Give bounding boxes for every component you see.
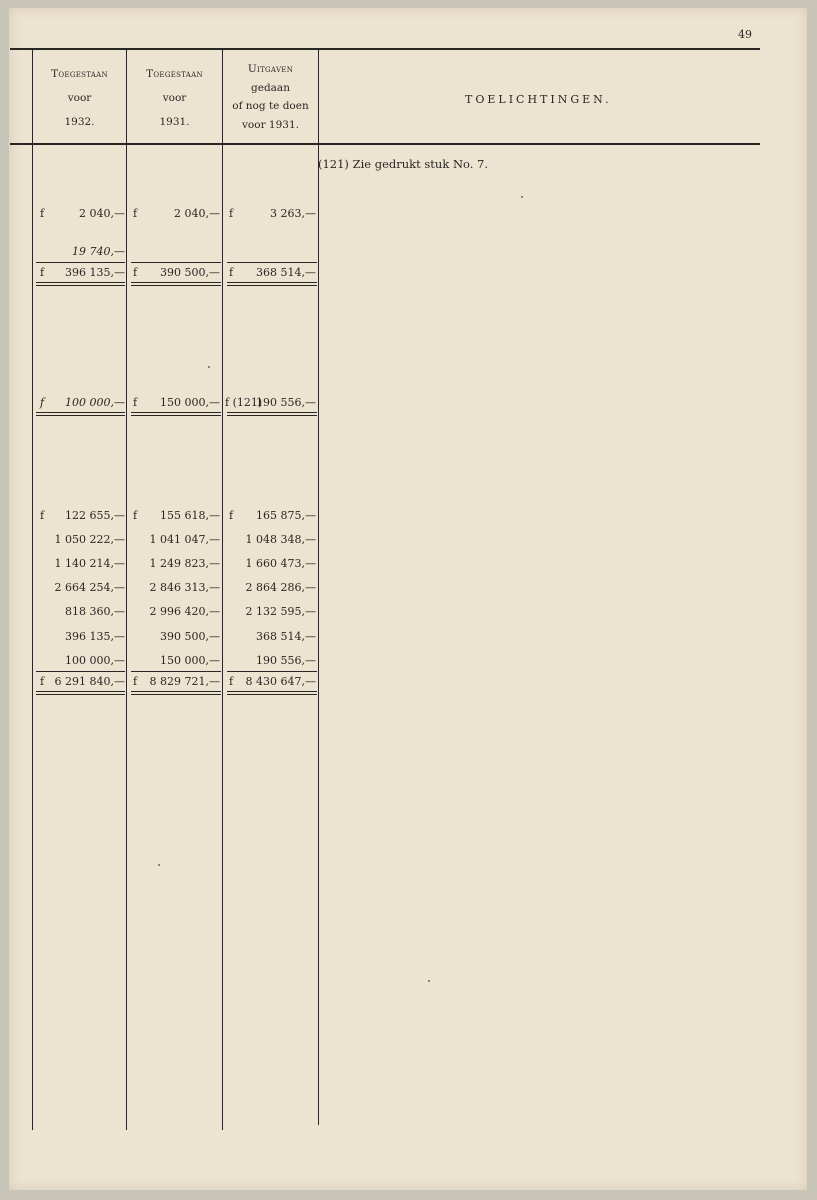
- summary-1931: 150 000,—: [160, 654, 220, 667]
- total-1931: 8 829 721,—: [149, 675, 220, 688]
- total-rule: [227, 415, 317, 416]
- header-col-1932: [33, 65, 126, 132]
- summary-1932: 818 360,—: [65, 605, 125, 618]
- row-d-1931: 150 000,—: [160, 396, 220, 409]
- currency-sign: f: [40, 396, 45, 409]
- total-rule: [36, 694, 125, 695]
- summary-1931: 1 041 047,—: [149, 533, 220, 546]
- total-rule: [36, 285, 125, 286]
- currency-sign: f: [133, 396, 138, 409]
- currency-sign: f: [229, 207, 234, 220]
- subtotal-rule: [131, 262, 221, 263]
- summary-uitgaven: 2 864 286,—: [245, 581, 316, 594]
- header-col-1931: [127, 65, 222, 132]
- row-b-1932: 19 740,—: [72, 245, 125, 258]
- summary-1931: 390 500,—: [160, 630, 220, 643]
- currency-sign: f: [40, 675, 45, 688]
- total-rule: [131, 694, 221, 695]
- currency-sign: f: [133, 207, 138, 220]
- total-rule: [131, 415, 221, 416]
- total-1932: 6 291 840,—: [54, 675, 125, 688]
- note-121: (121) Zie gedrukt stuk No. 7.: [318, 157, 489, 171]
- header-col1-title: Toegestaan: [51, 68, 108, 80]
- summary-1931: 2 996 420,—: [149, 605, 220, 618]
- summary-1932: 396 135,—: [65, 630, 125, 643]
- currency-sign: f: [229, 266, 234, 279]
- column-rule-3: [318, 50, 319, 1125]
- total-rule: [131, 285, 221, 286]
- summary-uitgaven: 368 514,—: [256, 630, 316, 643]
- summary-1932: 2 664 254,—: [54, 581, 125, 594]
- currency-sign: f: [133, 509, 138, 522]
- total-rule: [227, 412, 317, 413]
- currency-note-ref: f (121): [225, 396, 263, 409]
- row-a-1932: 2 040,—: [79, 207, 125, 220]
- summary-1931: 155 618,—: [160, 509, 220, 522]
- header-col3-year: voor 1931.: [242, 118, 299, 131]
- summary-1932: 1 050 222,—: [54, 533, 125, 546]
- row-c-uitgaven: 368 514,—: [256, 266, 316, 279]
- currency-sign: f: [133, 675, 138, 688]
- summary-1932: 122 655,—: [65, 509, 125, 522]
- header-col3-title: Uitgaven: [247, 63, 294, 75]
- header-col1-year: 1932.: [64, 116, 95, 128]
- currency-sign: f: [40, 207, 45, 220]
- header-col3-nog: of nog te doen: [232, 100, 309, 112]
- row-c-1932: 396 135,—: [65, 266, 125, 279]
- total-rule: [36, 691, 125, 692]
- page-number: 49: [738, 28, 752, 41]
- paper-speck: [521, 196, 523, 198]
- total-rule: [227, 282, 317, 283]
- total-rule: [131, 691, 221, 692]
- total-rule: [36, 412, 125, 413]
- row-d-1932: 100 000,—: [65, 396, 125, 409]
- header-top-rule: [10, 48, 760, 50]
- row-d-uitgaven: 190 556,—: [256, 396, 316, 409]
- subtotal-rule: [36, 671, 125, 672]
- summary-uitgaven: 1 048 348,—: [245, 533, 316, 546]
- summary-1932: 100 000,—: [65, 654, 125, 667]
- total-uitgaven: 8 430 647,—: [245, 675, 316, 688]
- currency-sign: f: [229, 509, 234, 522]
- total-rule: [227, 691, 317, 692]
- column-rule-2: [222, 50, 223, 1130]
- subtotal-rule: [36, 262, 125, 263]
- subtotal-rule: [227, 262, 317, 263]
- currency-sign: f: [133, 266, 138, 279]
- header-col2-title: Toegestaan: [146, 68, 203, 80]
- subtotal-rule: [227, 671, 317, 672]
- summary-1932: 1 140 214,—: [54, 557, 125, 570]
- summary-uitgaven: 1 660 473,—: [245, 557, 316, 570]
- row-c-1931: 390 500,—: [160, 266, 220, 279]
- subtotal-rule: [131, 671, 221, 672]
- total-rule: [227, 694, 317, 695]
- currency-sign: f: [40, 266, 45, 279]
- column-rule-left: [32, 50, 33, 1130]
- header-col2-year: 1931.: [159, 116, 190, 128]
- total-rule: [131, 282, 221, 283]
- document-page: [9, 8, 807, 1190]
- paper-speck: [158, 864, 160, 866]
- total-rule: [36, 282, 125, 283]
- summary-1931: 1 249 823,—: [149, 557, 220, 570]
- currency-sign: f: [229, 675, 234, 688]
- total-rule: [227, 285, 317, 286]
- header-col3-gedaan: gedaan: [251, 81, 290, 94]
- header-col2-voor: voor: [162, 92, 187, 104]
- currency-sign: f: [40, 509, 45, 522]
- summary-uitgaven: 2 132 595,—: [245, 605, 316, 618]
- header-col-uitgaven: [223, 60, 318, 134]
- summary-uitgaven: 165 875,—: [256, 509, 316, 522]
- row-a-1931: 2 040,—: [174, 207, 220, 220]
- summary-uitgaven: 190 556,—: [256, 654, 316, 667]
- paper-speck: [428, 980, 430, 982]
- header-toelichtingen: TOELICHTINGEN.: [465, 93, 612, 106]
- summary-1931: 2 846 313,—: [149, 581, 220, 594]
- total-rule: [131, 412, 221, 413]
- column-rule-1: [126, 50, 127, 1130]
- paper-speck: [208, 366, 210, 368]
- total-rule: [36, 415, 125, 416]
- header-bottom-rule: [10, 143, 760, 145]
- row-a-uitgaven: 3 263,—: [270, 207, 316, 220]
- header-col1-voor: voor: [67, 92, 92, 104]
